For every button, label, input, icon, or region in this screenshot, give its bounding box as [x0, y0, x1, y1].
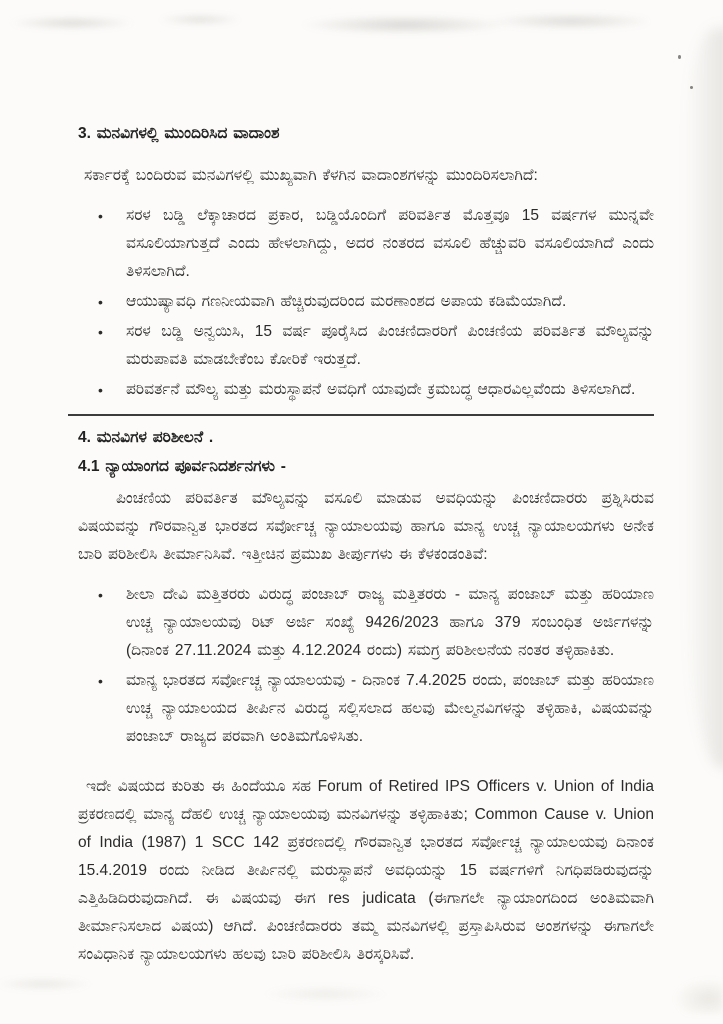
section4-1-heading: 4.1 ನ್ಯಾಯಾಂಗದ ಪೂರ್ವನಿದರ್ಶನಗಳು - — [78, 458, 286, 475]
scan-speck — [678, 55, 681, 59]
document-body — [78, 120, 654, 969]
list-item: • ಮಾನ್ಯ ಭಾರತದ ಸರ್ವೋಚ್ಚ ನ್ಯಾಯಾಲಯವು - ದಿನಾಂಕ 7.4.2025 ರಂದು, ಪಂಜಾಬ್ ಮತ್ತು ಹರಿಯಾಣ ಉಚ್ಚ ನ್ಯಾಯಾಲಯದ ತೀರ್ಪಿನ ವಿರುದ್ಧ ಸಲ್ಲಿಸಲಾದ ಹಲವು ಮೇಲ್ಮನವಿಗಳನ್ನು ತಳ್ಳಿಹಾಕಿ, ವಿಷಯವನ್ನು ಪಂಜಾಬ್ ರಾಜ್ಯದ ಪರವಾಗಿ ಅಂತಿಮಗೊಳಿಸಿತು. — [98, 667, 654, 751]
section4-heading: 4. ಮನವಿಗಳ ಪರಿಶೀಲನೆ . — [78, 429, 214, 446]
list-item: • ಸರಳ ಬಡ್ಡಿ ಲೆಕ್ಕಾಚಾರದ ಪ್ರಕಾರ, ಬಡ್ಡಿಯೊಂದಿಗೆ ಪರಿವರ್ತಿತ ಮೊತ್ತವೂ 15 ವರ್ಷಗಳ ಮುನ್ನವೇ ವಸೂಲಿಯಾಗುತ್ತದೆ ಎಂದು ಹೇಳಲಾಗಿದ್ದು, ಅದರ ನಂತರದ ವಸೂಲಿ ಹೆಚ್ಚುವರಿ ವಸೂಲಿಯಾಗಿದೆ ಎಂದು ತಿಳಿಸಲಾಗಿದೆ. — [98, 202, 654, 286]
section3-heading: 3. ಮನವಿಗಳಲ್ಲಿ ಮುಂದಿರಿಸಿದ ವಾದಾಂಶ — [78, 125, 280, 142]
scan-smudge-top — [8, 6, 648, 40]
scan-speck — [690, 86, 693, 89]
section4-bullet-list — [78, 581, 654, 751]
list-item: • ಆಯುಷ್ಯಾವಧಿ ಗಣನೀಯವಾಗಿ ಹೆಚ್ಚಿರುವುದರಿಂದ ಮರಣಾಂಶದ ಅಪಾಯ ಕಡಿಮೆಯಾಗಿದೆ. — [98, 288, 654, 316]
scan-shadow-right-edge — [685, 28, 723, 768]
section-divider — [68, 414, 654, 416]
section3-bullet-list — [78, 202, 654, 404]
scan-smudge-bottom — [0, 964, 723, 1014]
list-item: • ಸರಳ ಬಡ್ಡಿ ಅನ್ವಯಿಸಿ, 15 ವರ್ಷ ಪೂರೈಸಿದ ಪಿಂಚಣಿದಾರರಿಗೆ ಪಿಂಚಣಿಯ ಪರಿವರ್ತಿತ ಮೌಲ್ಯವನ್ನು ಮರುಪಾವತಿ ಮಾಡಬೇಕೆಂಬ ಕೋರಿಕೆ ಇರುತ್ತದೆ. — [98, 318, 654, 374]
closing-paragraph: ಇದೇ ವಿಷಯದ ಕುರಿತು ಈ ಹಿಂದೆಯೂ ಸಹ Forum of Retired IPS Officers v. Union of India ಪ್ರಕರಣದಲ್ಲಿ ಮಾನ್ಯ ದೆಹಲಿ ಉಚ್ಚ ನ್ಯಾಯಾಲಯವು ಮನವಿಗಳನ್ನು ತಳ್ಳಿಹಾಕಿತು; Common Cause v. Union of India (1987) 1 SCC 142 ಪ್ರಕರಣದಲ್ಲಿ ಗೌರವಾನ್ವಿತ ಭಾರತದ ಸರ್ವೋಚ್ಚ ನ್ಯಾಯಾಲಯವು ದಿನಾಂಕ 15.4.2019 ರಂದು ನೀಡಿದ ತೀರ್ಪಿನಲ್ಲಿ ಮರುಸ್ಥಾಪನೆ ಅವಧಿಯನ್ನು 15 ವರ್ಷಗಳಿಗೆ ನಿಗಧಿಪಡಿರುವುದನ್ನು ಎತ್ತಿಹಿಡಿದಿರುವುದಾಗಿದೆ. ಈ ವಿಷಯವು ಈಗ res judicata (ಈಗಾಗಲೇ ನ್ಯಾಯಾಂಗದಿಂದ ಅಂತಿಮವಾಗಿ ತೀರ್ಮಾನಿಸಲಾದ ವಿಷಯ) ಆಗಿದೆ. ಪಿಂಚಣಿದಾರರು ತಮ್ಮ ಮನವಿಗಳಲ್ಲಿ ಪ್ರಸ್ತಾಪಿಸಿರುವ ಅಂಶಗಳನ್ನು ಈಗಾಗಲೇ ಸಂವಿಧಾನಿಕ ನ್ಯಾಯಾಲಯಗಳು ಹಲವು ಬಾರಿ ಪರಿಶೀಲಿಸಿ ತಿರಸ್ಕರಿಸಿವೆ. — [78, 778, 654, 963]
list-item: • ಶೀಲಾ ದೇವಿ ಮತ್ತಿತರರು ವಿರುದ್ಧ ಪಂಜಾಬ್ ರಾಜ್ಯ ಮತ್ತಿತರರು - ಮಾನ್ಯ ಪಂಜಾಬ್ ಮತ್ತು ಹರಿಯಾಣ ಉಚ್ಚ ನ್ಯಾಯಾಲಯವು ರಿಟ್ ಅರ್ಜಿ ಸಂಖ್ಯೆ 9426/2023 ಹಾಗೂ 379 ಸಂಬಂಧಿತ ಅರ್ಜಿಗಳನ್ನು (ದಿನಾಂಕ 27.11.2024 ಮತ್ತು 4.12.2024 ರಂದು) ಸಮಗ್ರ ಪರಿಶೀಲನೆಯ ನಂತರ ತಳ್ಳಿಹಾಕಿತು. — [98, 581, 654, 665]
section4-paragraph: ಪಿಂಚಣಿಯ ಪರಿವರ್ತಿತ ಮೌಲ್ಯವನ್ನು ವಸೂಲಿ ಮಾಡುವ ಅವಧಿಯನ್ನು ಪಿಂಚಣಿದಾರರು ಪ್ರಶ್ನಿಸಿರುವ ವಿಷಯವನ್ನು ಗೌರವಾನ್ವಿತ ಭಾರತದ ಸರ್ವೋಚ್ಚ ನ್ಯಾಯಾಲಯವು ಹಾಗೂ ಮಾನ್ಯ ಉಚ್ಚ ನ್ಯಾಯಾಲಯಗಳು ಅನೇಕ ಬಾರಿ ಪರಿಶೀಲಿಸಿ ತೀರ್ಮಾನಿಸಿವೆ. ಇತ್ತೀಚಿನ ಪ್ರಮುಖ ತೀರ್ಪುಗಳು ಈ ಕೆಳಕಂಡಂತಿವೆ: — [78, 490, 654, 563]
section3-intro: ಸರ್ಕಾರಕ್ಕೆ ಬಂದಿರುವ ಮನವಿಗಳಲ್ಲಿ ಮುಖ್ಯವಾಗಿ ಕೆಳಗಿನ ವಾದಾಂಶಗಳನ್ನು ಮುಂದಿರಿಸಲಾಗಿದೆ: — [84, 167, 538, 184]
list-item: • ಪರಿವರ್ತನೆ ಮೌಲ್ಯ ಮತ್ತು ಮರುಸ್ಥಾಪನೆ ಅವಧಿಗೆ ಯಾವುದೇ ಕ್ರಮಬದ್ಧ ಆಧಾರವಿಲ್ಲವೆಂದು ತಿಳಿಸಲಾಗಿದೆ. — [98, 376, 654, 404]
